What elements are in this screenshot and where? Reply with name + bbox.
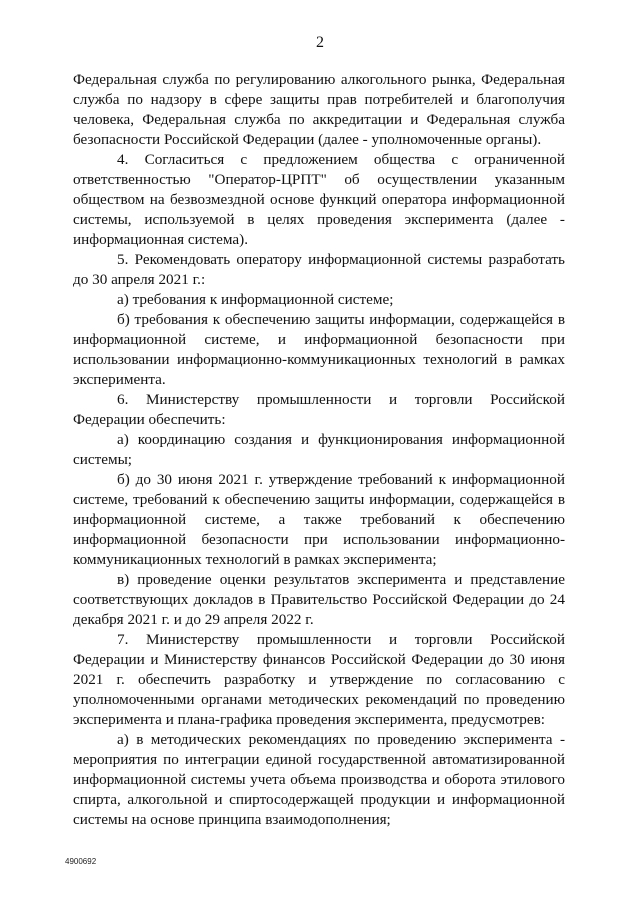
paragraph: Федеральная служба по регулированию алкогольного рынка, Федеральная служба по надзору в сфере защиты прав потребителей и благополучия человека, Федеральная служба по аккредитации и Федеральная служба безопасности Российской Федерации (далее - уполномоченные органы). (73, 71, 565, 148)
paragraph: а) требования к информационной системе; (117, 291, 394, 308)
paragraph: 7. Министерству промышленности и торговли Российской Федерации и Министерству финансов Российской Федерации до 30 июня 2021 г. обеспечить разработку и утверждение по согласованию с уполномоченными органами методических рекомендаций по проведению эксперимента и плана-графика проведения эксперимента, предусмотрев: (73, 631, 565, 728)
paragraph: а) координацию создания и функционирования информационной системы; (73, 431, 565, 468)
paragraph: б) требования к обеспечению защиты информации, содержащейся в информационной системе, и информационной безопасности при использовании информационно-коммуникационных технологий в рамках эксперимента. (73, 311, 565, 388)
paragraph: а) в методических рекомендациях по проведению эксперимента - мероприятия по интеграции единой государственной автоматизированной информационной системы учета объема производства и оборота этилового спирта, алкогольной и спиртосодержащей продукции и информационной системы на основе принципа взаимодополнения; (73, 731, 565, 828)
paragraph: 6. Министерству промышленности и торговли Российской Федерации обеспечить: (73, 391, 565, 428)
paragraph: в) проведение оценки результатов эксперимента и представление соответствующих докладов в Правительство Российской Федерации до 24 декабря 2021 г. и до 29 апреля 2022 г. (73, 571, 565, 628)
paragraph: 5. Рекомендовать оператору информационной системы разработать до 30 апреля 2021 г.: (73, 251, 565, 288)
paragraph: 4. Согласиться с предложением общества с ограниченной ответственностью "Оператор-ЦРПТ" об осуществлении указанным обществом на безвозмездной основе функций оператора информационной системы, используемой в целях проведения эксперимента (далее - информационная система). (73, 151, 565, 248)
document-body (73, 70, 565, 830)
page-number: 2 (316, 34, 324, 51)
document-code: 4900692 (65, 857, 97, 866)
paragraph: б) до 30 июня 2021 г. утверждение требований к информационной системе, требований к обеспечению защиты информации, содержащейся в информационной системе, а также требований к обеспечению информационной безопасности при использовании информационно-коммуникационных технологий в рамках эксперимента; (73, 471, 565, 568)
